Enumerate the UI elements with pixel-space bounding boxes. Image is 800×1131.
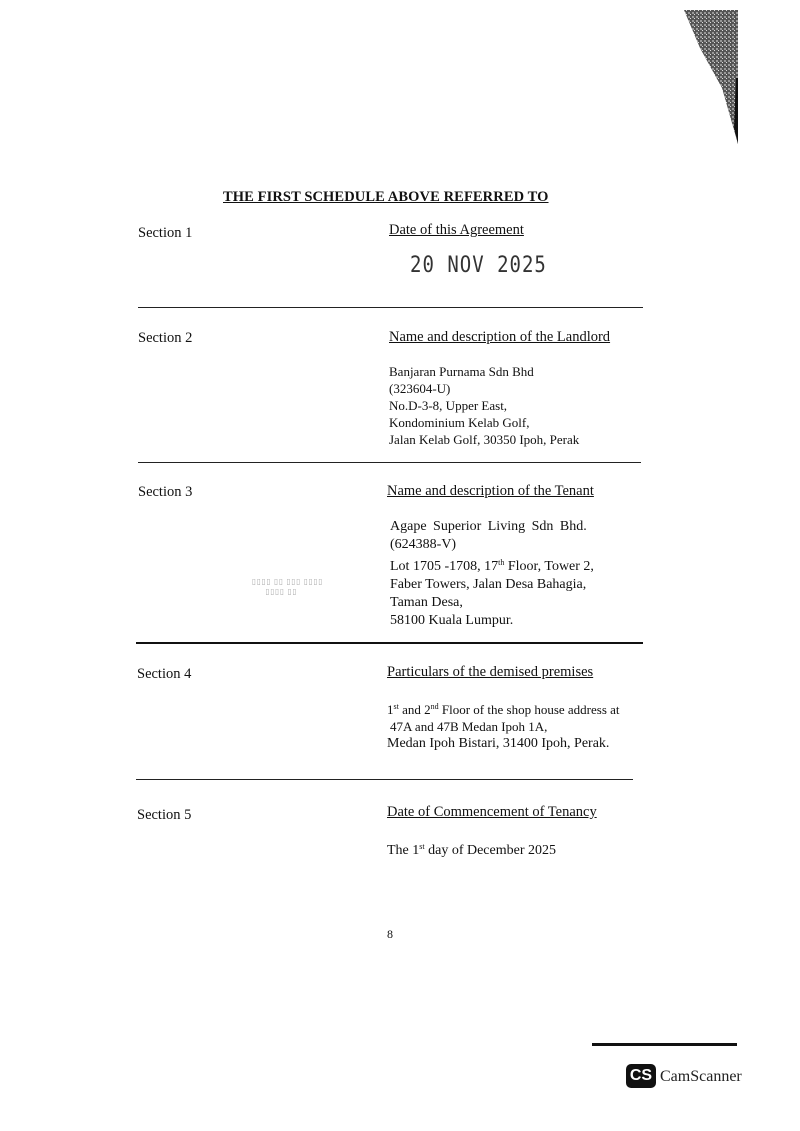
divider-2 — [138, 462, 641, 463]
tenant-address-prefix: Lot 1705 -1708, 17 — [390, 559, 499, 574]
premises-floor-2-sup: nd — [430, 702, 439, 711]
scan-edge-artifact — [680, 8, 740, 148]
premises-floor-1: 1 — [387, 702, 394, 717]
commencement-suffix: day of December 2025 — [424, 843, 557, 858]
landlord-address-line: Kondominium Kelab Golf, — [389, 415, 530, 430]
section-4-heading: Particulars of the demised premises — [387, 664, 594, 680]
premises-floor-line — [387, 698, 620, 718]
section-4-label: Section 4 — [137, 666, 192, 682]
section-3-heading: Name and description of the Tenant — [387, 483, 594, 499]
divider-3 — [136, 642, 643, 644]
premises-floor-2: and 2 — [398, 702, 431, 717]
commencement-date — [387, 838, 556, 860]
camscanner-label: CamScanner — [660, 1068, 742, 1085]
section-5-heading: Date of Commencement of Tenancy — [387, 804, 597, 820]
premises-floor-rest: Floor of the shop house address at — [438, 702, 620, 717]
section-3-label: Section 3 — [138, 484, 193, 500]
premises-address-line: Medan Ipoh Bistari, 31400 Ipoh, Perak. — [387, 736, 610, 751]
landlord-address-line: Jalan Kelab Golf, 30350 Ipoh, Perak — [389, 432, 580, 447]
tenant-address-sup: th — [498, 558, 505, 567]
agreement-date-stamp: 20 NOV 2025 — [410, 252, 547, 278]
section-2-label: Section 2 — [138, 330, 193, 346]
premises-details — [387, 698, 620, 753]
tenant-address-suffix: Floor, Tower 2, — [504, 559, 594, 574]
tenant-reg-no: (624388-V) — [390, 537, 457, 552]
scan-edge-line — [592, 1043, 737, 1046]
premises-floor-1-sup: st — [393, 702, 399, 711]
tenant-address-line: Taman Desa, — [390, 595, 463, 610]
section-5-label: Section 5 — [137, 807, 192, 823]
schedule-title: THE FIRST SCHEDULE ABOVE REFERRED TO — [223, 189, 549, 205]
tenant-address-line: Faber Towers, Jalan Desa Bahagia, — [390, 577, 587, 592]
premises-address-line: 47A and 47B Medan Ipoh 1A, — [390, 719, 548, 734]
section-1-label: Section 1 — [138, 225, 193, 241]
landlord-reg-no: (323604-U) — [389, 381, 451, 396]
landlord-details — [389, 363, 579, 448]
tenant-name: Agape Superior Living Sdn Bhd. — [390, 519, 587, 534]
divider-1 — [138, 307, 643, 308]
bleed-through-mark: ▯▯▯▯ ▯▯ ▯▯▯ ▯▯▯▯ ▯▯▯▯ ▯▯ — [251, 577, 324, 596]
page-number: 8 — [387, 927, 393, 941]
section-2-heading: Name and description of the Landlord — [389, 329, 611, 345]
tenant-address-line: 58100 Kuala Lumpur. — [390, 613, 514, 628]
landlord-address-line: No.D-3-8, Upper East, — [389, 398, 508, 413]
tenant-address-line — [390, 554, 594, 576]
camscanner-logo-icon: CS — [626, 1064, 656, 1088]
divider-4 — [136, 779, 633, 780]
section-1-heading: Date of this Agreement — [389, 222, 524, 238]
commencement-prefix: The 1 — [387, 843, 420, 858]
tenant-details — [390, 518, 594, 630]
commencement-sup: st — [419, 842, 425, 851]
landlord-name: Banjaran Purnama Sdn Bhd — [389, 364, 534, 379]
